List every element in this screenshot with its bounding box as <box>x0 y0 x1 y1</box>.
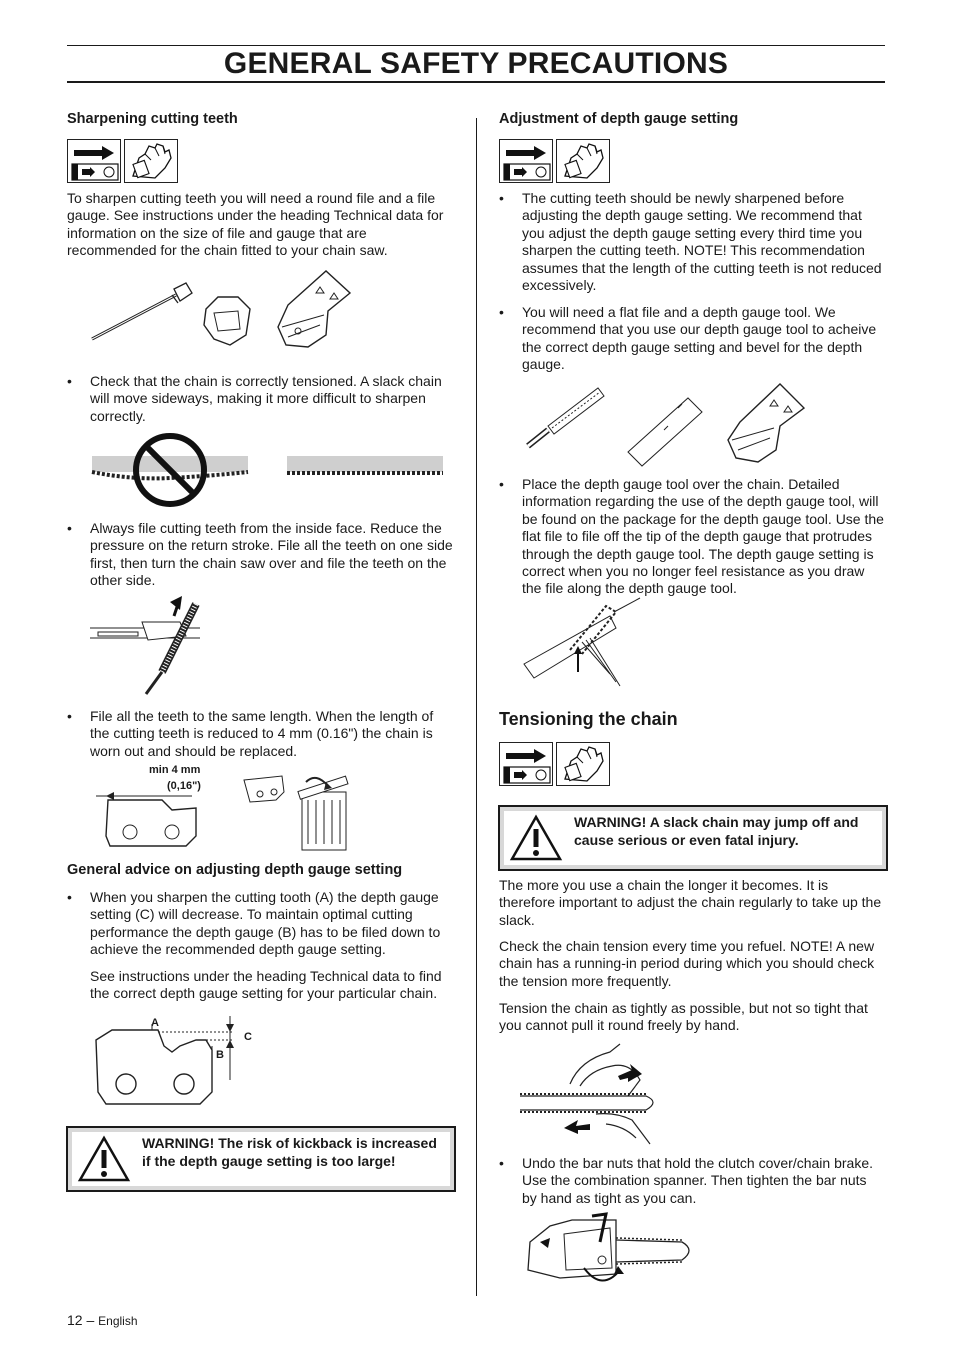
min-length-label: min 4 mm <box>149 764 201 776</box>
depth-gauge-tools-illustration <box>518 378 838 468</box>
manual-icons <box>499 742 611 786</box>
kickback-warning-line-1: WARNING! The risk of kickback is increased <box>142 1135 437 1151</box>
slack-chain-warning-line-1: WARNING! A slack chain may jump off and <box>574 814 859 830</box>
hand-pulling-chain-illustration <box>520 1040 670 1146</box>
bullet-dot: • <box>67 520 72 536</box>
read-manual-icon <box>67 139 121 183</box>
sharpening-bullet-1: • Check that the chain is correctly tensioned. A slack chain will move sideways, making it more difficult to sharpen correctly. <box>67 373 442 424</box>
tensioning-bullet: • Undo the bar nuts that hold the clutch cover/chain brake. Use the combination spanner. Then tighten the bar nuts by hand as tight as you can. <box>499 1155 873 1206</box>
adjustment-heading: Adjustment of depth gauge setting <box>499 111 739 127</box>
adjustment-bullet-1: • The cutting teeth should be newly sharpened before adjusting the depth gauge setting. We recommend that you adjust the depth gauge setting every third time you sharpen the cutting teeth. NOTE! This recommendation assumes that the length of the cutting teeth is not reduced excessively. <box>499 190 882 294</box>
page-footer <box>67 1312 138 1328</box>
glove-icon <box>124 139 178 183</box>
tensioning-para-2: Check the chain tension every time you refuel. NOTE! A new chain has a running-in period during which you should check the tension more frequently. <box>499 938 875 989</box>
label-c: C <box>244 1031 252 1043</box>
adjustment-bullet-3: • Place the depth gauge tool over the chain. Detailed information regarding the use of the depth gauge tool, will be found on the package for the depth gauge tool. Use the flat file to file off the tip of the depth gauge that protrudes through the depth gauge tool. The depth gauge setting is correct when you no longer feel resistance as you draw the file along the depth gauge tool. <box>499 476 884 597</box>
chain-tension-illustration <box>92 432 448 510</box>
tensioning-para-1: The more you use a chain the longer it becomes. It is therefore important to adjust the chain regularly to take up the slack. <box>499 877 882 928</box>
sharpening-tools-illustration <box>88 265 368 365</box>
page-number: 12 – <box>67 1312 95 1328</box>
page-title: GENERAL SAFETY PRECAUTIONS <box>223 47 729 80</box>
depth-advice-para: See instructions under the heading Technical data to find the correct depth gauge setting for your particular chain. <box>90 968 442 1002</box>
column-divider <box>476 118 477 1296</box>
bullet-dot: • <box>67 889 72 905</box>
header-bottom-rule <box>67 81 885 83</box>
tensioning-heading: Tensioning the chain <box>499 709 678 729</box>
read-manual-icon <box>499 139 553 183</box>
tooth-min-length-illustration <box>92 770 362 850</box>
bullet-dot: • <box>499 1155 504 1171</box>
tooth-depth-gauge-diagram <box>92 1010 242 1110</box>
read-manual-icon <box>499 742 553 786</box>
kickback-warning-line-2: if the depth gauge setting is too large! <box>142 1153 396 1169</box>
sharpening-bullet-2: • Always file cutting teeth from the inside face. Reduce the pressure on the return stroke. File all the teeth on one side first, then turn the chain saw over and file the teeth on the other side. <box>67 520 453 589</box>
depth-advice-heading: General advice on adjusting depth gauge setting <box>67 862 403 878</box>
chainsaw-bar-nuts-illustration <box>520 1212 700 1296</box>
manual-icons <box>499 139 611 183</box>
sharpening-bullet-3: • File all the teeth to the same length. When the length of the cutting teeth is reduced to 4 mm (0.16") the chain is worn out and should be replaced. <box>67 708 434 759</box>
kickback-warning-box <box>66 1126 456 1192</box>
sharpening-intro: To sharpen cutting teeth you will need a round file and a file gauge. See instructions under the heading Technical data for information on the size of file and gauge that are recommended for the chain fitted to your chain saw. <box>67 190 444 259</box>
sharpening-heading: Sharpening cutting teeth <box>67 111 238 127</box>
min-length-inch-label: (0,16") <box>167 780 201 792</box>
warning-triangle-icon <box>510 815 562 861</box>
bullet-dot: • <box>67 373 72 389</box>
filing-illustration <box>90 592 210 700</box>
bullet-dot: • <box>499 304 504 320</box>
warning-triangle-icon <box>78 1136 130 1182</box>
depth-advice-bullet: • When you sharpen the cutting tooth (A) the depth gauge setting (C) will decrease. To maintain optimal cutting performance the depth gauge (B) has to be filed down to achieve the recommended depth gauge setting. <box>67 889 441 958</box>
bullet-dot: • <box>499 190 504 206</box>
glove-icon <box>556 139 610 183</box>
slack-chain-warning-line-2: cause serious or even fatal injury. <box>574 832 799 848</box>
footer-language: English <box>98 1314 138 1328</box>
gauge-on-chain-illustration <box>520 602 650 690</box>
label-b: B <box>216 1049 224 1061</box>
adjustment-bullet-2: • You will need a flat file and a depth gauge tool. We recommend that you use our depth gauge tool to acheive the correct depth gauge setting and bevel for the depth gauge. <box>499 304 877 373</box>
manual-icons <box>67 139 179 183</box>
label-a: A <box>151 1017 159 1029</box>
bullet-dot: • <box>67 708 72 724</box>
glove-icon <box>556 742 610 786</box>
tensioning-para-3: Tension the chain as tightly as possible, but not so tight that you cannot pull it round freely by hand. <box>499 1000 868 1034</box>
bullet-dot: • <box>499 476 504 492</box>
slack-chain-warning-box <box>498 805 888 871</box>
